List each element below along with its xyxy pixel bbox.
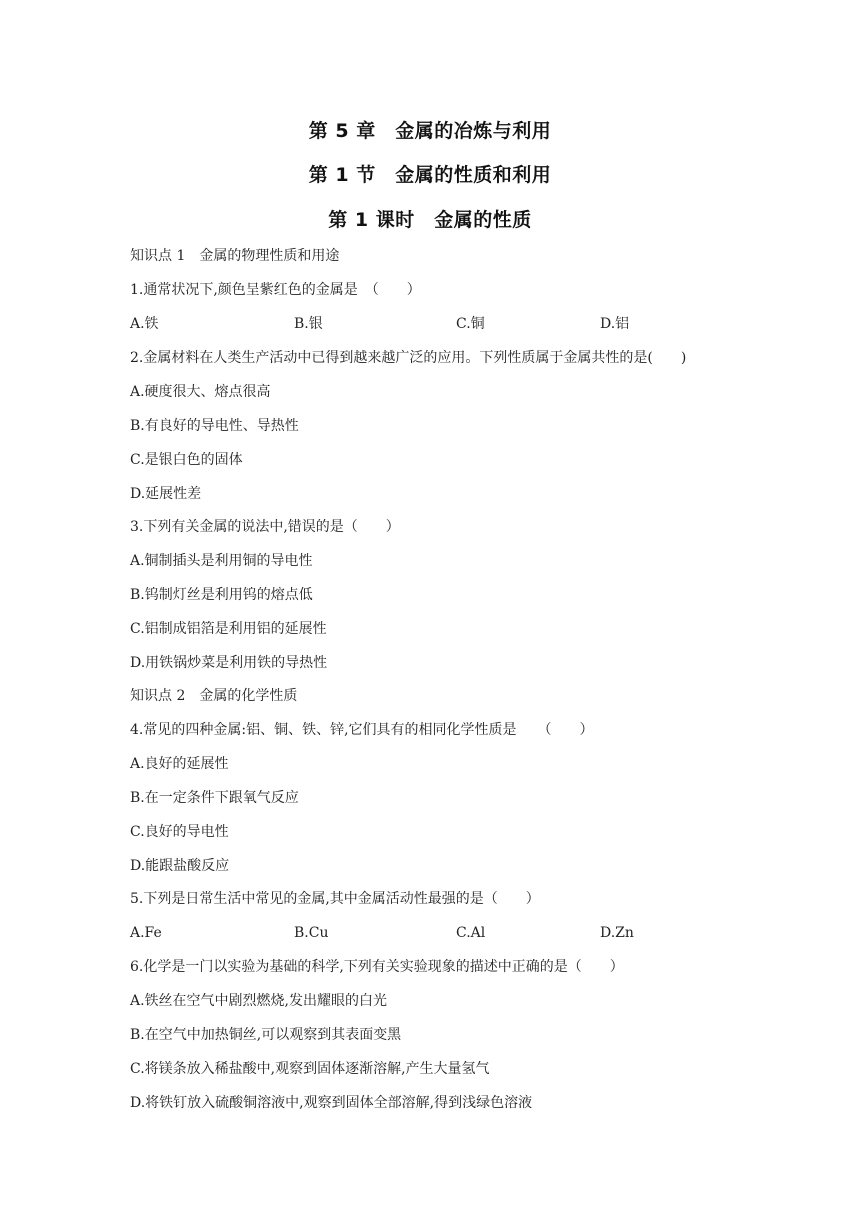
question-5-stem: 5.下列是日常生活中常见的金属,其中金属活动性最强的是（ ） bbox=[130, 891, 540, 907]
question-2-option-d: D.延展性差 bbox=[130, 486, 202, 502]
question-4-option-c: C.良好的导电性 bbox=[130, 824, 229, 840]
chapter-title: 第 5 章 金属的冶炼与利用 bbox=[308, 120, 552, 142]
knowledge-point-1: 知识点 1 金属的物理性质和用途 bbox=[130, 248, 340, 264]
question-2-option-c: C.是银白色的固体 bbox=[130, 452, 243, 468]
question-3-option-a: A.铜制插头是利用铜的导电性 bbox=[130, 553, 313, 569]
question-1-options bbox=[130, 315, 750, 333]
question-4-option-b: B.在一定条件下跟氧气反应 bbox=[130, 790, 299, 806]
question-5-options bbox=[130, 924, 750, 942]
question-2-option-a: A.硬度很大、熔点很高 bbox=[130, 384, 271, 400]
question-5-option-b: B.Cu bbox=[294, 925, 329, 941]
question-6-option-d: D.将铁钉放入硫酸铜溶液中,观察到固体全部溶解,得到浅绿色溶液 bbox=[130, 1095, 533, 1111]
question-3-option-b: B.钨制灯丝是利用钨的熔点低 bbox=[130, 587, 313, 603]
question-6-option-c: C.将镁条放入稀盐酸中,观察到固体逐渐溶解,产生大量氢气 bbox=[130, 1061, 490, 1077]
question-1-option-b: B.银 bbox=[294, 316, 323, 332]
section-title: 第 1 节 金属的性质和利用 bbox=[308, 164, 552, 186]
question-1-option-c: C.铜 bbox=[456, 316, 485, 332]
question-1-option-a: A.铁 bbox=[130, 316, 159, 332]
question-3-stem: 3.下列有关金属的说法中,错误的是（ ） bbox=[130, 519, 400, 535]
question-4-option-a: A.良好的延展性 bbox=[130, 756, 229, 772]
question-2-option-b: B.有良好的导电性、导热性 bbox=[130, 418, 299, 434]
question-3-option-c: C.铝制成铝箔是利用铝的延展性 bbox=[130, 621, 327, 637]
question-5-option-c: C.Al bbox=[456, 925, 486, 941]
question-3-option-d: D.用铁锅炒菜是利用铁的导热性 bbox=[130, 655, 328, 671]
question-6-stem: 6.化学是一门以实验为基础的科学,下列有关实验现象的描述中正确的是（ ） bbox=[130, 959, 624, 975]
question-5-option-a: A.Fe bbox=[130, 925, 162, 941]
question-6-option-a: A.铁丝在空气中剧烈燃烧,发出耀眼的白光 bbox=[130, 993, 388, 1009]
question-4-stem: 4.常见的四种金属:铝、铜、铁、锌,它们具有的相同化学性质是 （ ） bbox=[130, 722, 594, 738]
question-4-option-d: D.能跟盐酸反应 bbox=[130, 858, 230, 874]
question-5-option-d: D.Zn bbox=[600, 925, 634, 941]
question-6-option-b: B.在空气中加热铜丝,可以观察到其表面变黑 bbox=[130, 1027, 402, 1043]
knowledge-point-2: 知识点 2 金属的化学性质 bbox=[130, 688, 298, 704]
question-2-stem: 2.金属材料在人类生产活动中已得到越来越广泛的应用。下列性质属于金属共性的是( ) bbox=[130, 350, 687, 366]
question-1-stem: 1.通常状况下,颜色呈紫红色的金属是 （ ） bbox=[130, 282, 421, 298]
question-1-option-d: D.铝 bbox=[600, 316, 630, 332]
lesson-title: 第 1 课时 金属的性质 bbox=[328, 209, 532, 231]
